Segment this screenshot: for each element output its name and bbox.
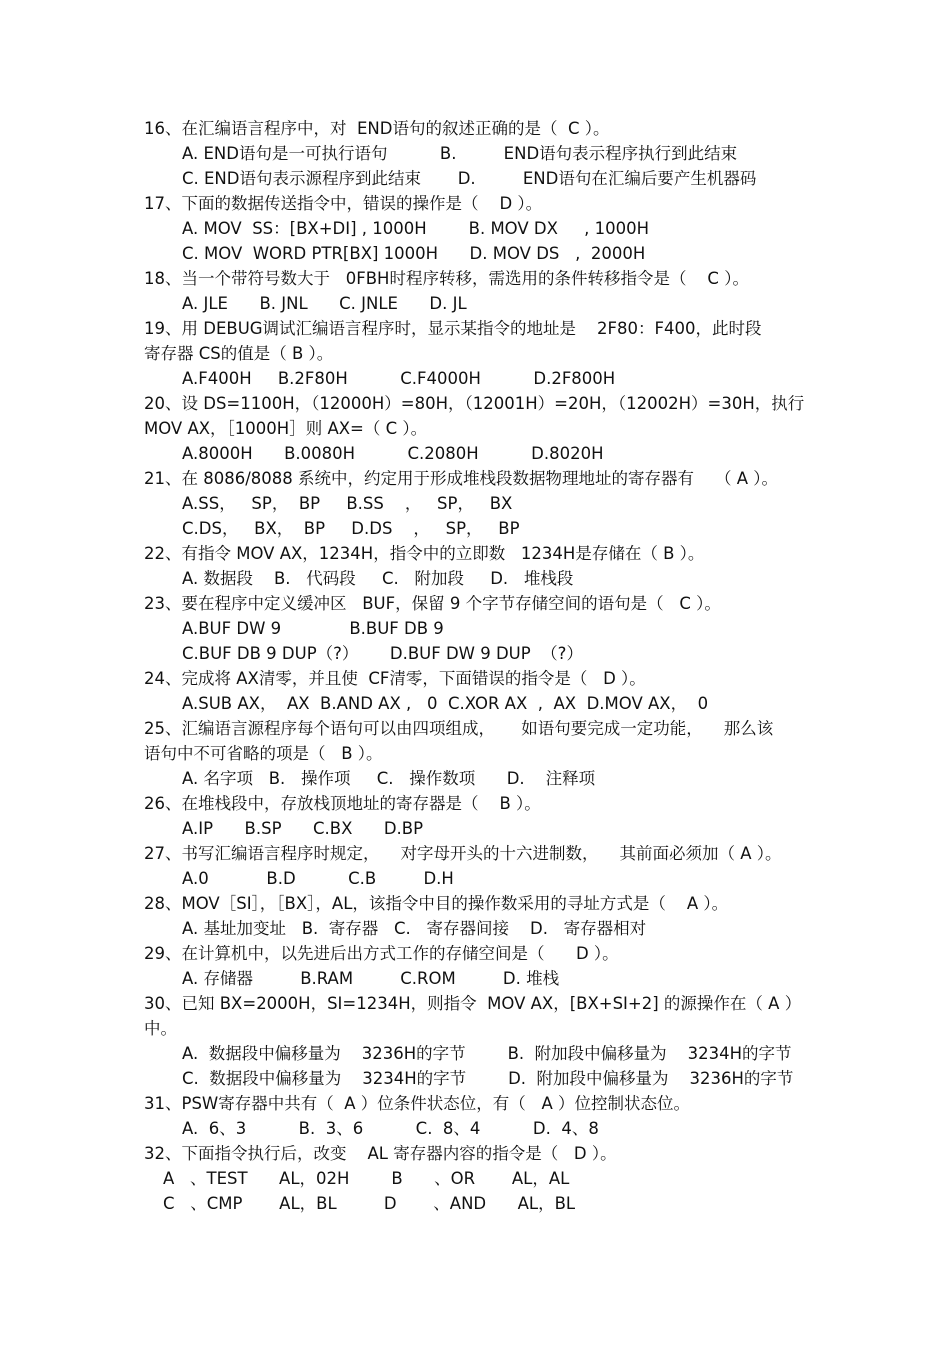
question-30-cont: 中。: [144, 1019, 177, 1038]
question-25: 25、汇编语言源程序每个语句可以由四项组成， 如语句要完成一定功能， 那么该: [144, 719, 774, 738]
question-32: 32、下面指令执行后，改变 AL 寄存器内容的指令是（ D ）。: [144, 1144, 617, 1163]
question-19: 19、用 DEBUG调试汇编语言程序时，显示某指令的地址是 2F80：F400，此时段: [144, 319, 762, 338]
question-31: 31、PSW寄存器中共有（ A ）位条件状态位，有（ A ）位控制状态位。: [144, 1094, 691, 1113]
q20-options: A.8000H B.0080H C.2080H D.8020H: [182, 444, 604, 463]
question-20-cont: MOV AX，［1000H］则 AX=（ C ）。: [144, 419, 428, 438]
q23-options-ab: A.BUF DW 9 B.BUF DB 9: [182, 619, 444, 638]
question-22: 22、有指令 MOV AX，1234H，指令中的立即数 1234H是存储在（ B ）。: [144, 544, 705, 563]
q23-options-cd: C.BUF DB 9 DUP（?） D.BUF DW 9 DUP （?）: [182, 644, 583, 663]
q21-options-ab: A.SS， SP， BP B.SS ， SP， BX: [182, 494, 513, 513]
q27-options: A.0 B.D C.B D.H: [182, 869, 454, 888]
question-18: 18、当一个带符号数大于 0FBH时程序转移，需选用的条件转移指令是（ C ）。: [144, 269, 749, 288]
q32-options-ab: A 、TEST AL，02H B 、OR AL，AL: [163, 1169, 570, 1188]
q19-options: A.F400H B.2F80H C.F4000H D.2F800H: [182, 369, 616, 388]
question-29: 29、在计算机中，以先进后出方式工作的存储空间是（ D ）。: [144, 944, 619, 963]
question-27: 27、书写汇编语言程序时规定， 对字母开头的十六进制数， 其前面必须加（ A ）。: [144, 844, 782, 863]
question-25-cont: 语句中不可省略的项是（ B ）。: [144, 744, 383, 763]
q26-options: A.IP B.SP C.BX D.BP: [182, 819, 424, 838]
question-26: 26、在堆栈段中，存放栈顶地址的寄存器是（ B ）。: [144, 794, 541, 813]
q25-options: A. 名字项 B. 操作项 C. 操作数项 D. 注释项: [182, 769, 596, 788]
question-17: 17、下面的数据传送指令中，错误的操作是（ D ）。: [144, 194, 543, 213]
q22-options: A. 数据段 B. 代码段 C. 附加段 D. 堆栈段: [182, 569, 574, 588]
q21-options-cd: C.DS， BX， BP D.DS ， SP， BP: [182, 519, 520, 538]
question-23: 23、要在程序中定义缓冲区 BUF，保留 9 个字节存储空间的语句是（ C ）。: [144, 594, 721, 613]
q16-options-cd: C. END语句表示源程序到此结束 D. END语句在汇编后要产生机器码: [182, 169, 757, 188]
question-21: 21、在 8086/8088 系统中，约定用于形成堆栈段数据物理地址的寄存器有 （ A ）。: [144, 469, 779, 488]
q32-options-cd: C 、CMP AL，BL D 、AND AL，BL: [163, 1194, 576, 1213]
q28-options: A. 基址加变址 B. 寄存器 C. 寄存器间接 D. 寄存器相对: [182, 919, 647, 938]
q29-options: A. 存储器 B.RAM C.ROM D. 堆栈: [182, 969, 560, 988]
q30-options-cd: C. 数据段中偏移量为 3234H的字节 D. 附加段中偏移量为 3236H的字节: [182, 1069, 794, 1088]
question-19-cont: 寄存器 CS的值是（ B ）。: [144, 344, 334, 363]
q31-options: A. 6、3 B. 3、6 C. 8、4 D. 4、8: [182, 1119, 599, 1138]
question-30: 30、已知 BX=2000H，SI=1234H，则指令 MOV AX，[BX+SI+2] 的源操作在（ A ）: [144, 994, 802, 1013]
q30-options-ab: A. 数据段中偏移量为 3236H的字节 B. 附加段中偏移量为 3234H的字节: [182, 1044, 792, 1063]
q16-options-ab: A. END语句是一可执行语句 B. END语句表示程序执行到此结束: [182, 144, 738, 163]
question-28: 28、MOV［SI］，［BX］，AL，该指令中目的操作数采用的寻址方式是（ A ）。: [144, 894, 729, 913]
q24-options: A.SUB AX， AX B.AND AX , 0 C.XOR AX , AX D.MOV AX， 0: [182, 694, 709, 713]
q17-options-ab: A. MOV SS：[BX+DI] , 1000H B. MOV DX , 1000H: [182, 219, 650, 238]
q18-options: A. JLE B. JNL C. JNLE D. JL: [182, 294, 467, 313]
question-16: 16、在汇编语言程序中，对 END语句的叙述正确的是（ C ）。: [144, 119, 610, 138]
q17-options-cd: C. MOV WORD PTR[BX] 1000H D. MOV DS , 2000H: [182, 244, 646, 263]
question-20: 20、设 DS=1100H，（12000H）=80H，（12001H）=20H，（12002H）=30H，执行: [144, 394, 805, 413]
question-24: 24、完成将 AX清零，并且使 CF清零，下面错误的指令是（ D ）。: [144, 669, 646, 688]
